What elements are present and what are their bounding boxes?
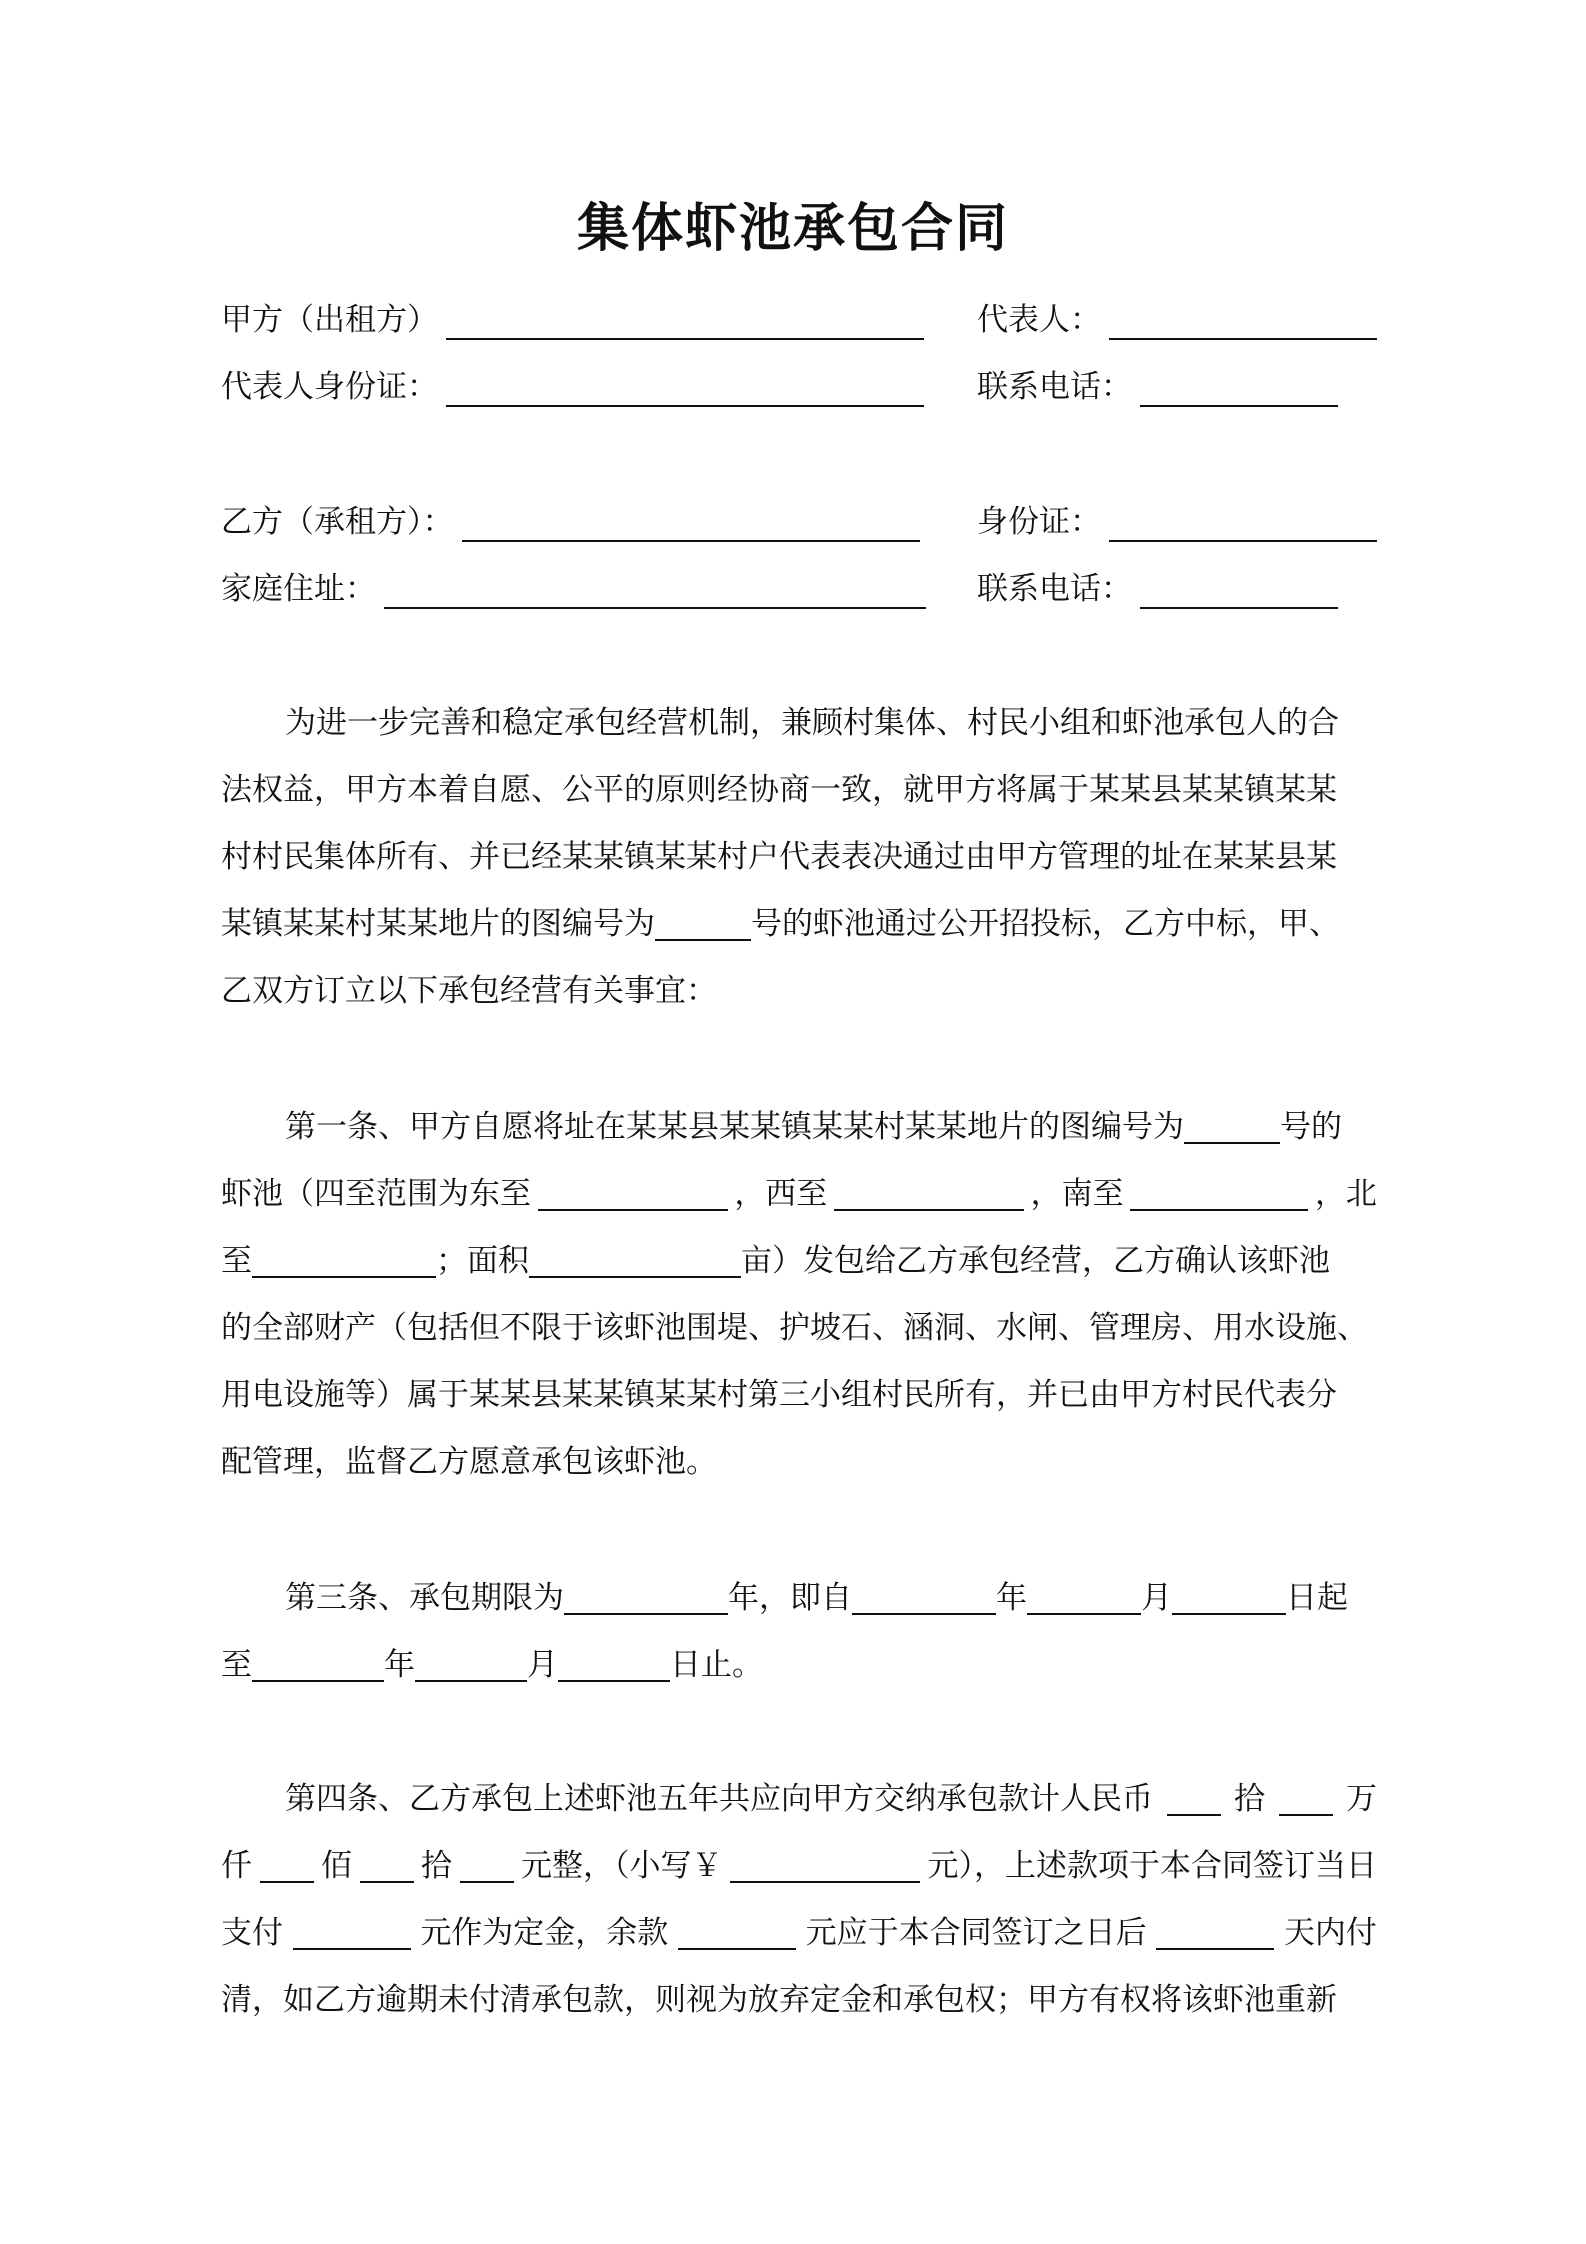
party-b-phone-blank[interactable] — [1140, 571, 1338, 609]
article-1-north-label: ，北 — [1314, 1176, 1377, 1212]
amount-bai-blank[interactable] — [360, 1851, 414, 1883]
article-1-line-1 — [221, 1094, 1377, 1161]
article-1-line-6: 配管理，监督乙方愿意承包该虾池。 — [221, 1444, 717, 1480]
article-1-line-4: 的全部财产（包括但不限于该虾池围堤、护坡石、涵洞、水闸、管理房、用水设施、 — [221, 1310, 1368, 1346]
party-a-rep-id-label: 代表人身份证： — [221, 369, 438, 405]
article-1-west-label: ，西至 — [734, 1176, 828, 1212]
party-b-id-field — [977, 502, 1377, 542]
article-1-line-3 — [221, 1228, 1377, 1295]
days-blank[interactable] — [1156, 1918, 1274, 1950]
party-a-rep-field — [977, 300, 1377, 340]
intro-line-2: 法权益，甲方本着自愿、公平的原则经协商一致，就甲方将属于某某县某某镇某某 — [221, 772, 1337, 808]
intro-line-5: 乙双方订立以下承包经营有关事宜： — [221, 973, 717, 1009]
article-4-days-text: 天内付 — [1283, 1915, 1377, 1951]
party-b-address-field — [221, 569, 926, 609]
east-boundary-blank[interactable] — [538, 1179, 728, 1211]
article-1-north-to: 至 — [221, 1243, 252, 1279]
party-b-id-blank[interactable] — [1109, 504, 1377, 542]
intro-line-1: 为进一步完善和稳定承包经营机制，兼顾村集体、村民小组和虾池承包人的合 — [285, 705, 1339, 741]
article-1-text-a: 第一条、甲方自愿将址在某某县某某镇某某村某某地片的图编号为 — [285, 1109, 1184, 1145]
party-b-phone-field — [977, 569, 1338, 609]
article-3-day-start: 日起 — [1286, 1580, 1348, 1616]
article-4-line-1 — [221, 1766, 1377, 1833]
party-a-rep-label: 代表人： — [977, 302, 1101, 338]
deposit-blank[interactable] — [293, 1918, 411, 1950]
article-3-line-2 — [221, 1632, 1377, 1699]
article-3-text-b: 年，即自 — [728, 1580, 852, 1616]
article-3-day-end: 日止。 — [670, 1647, 763, 1683]
amount-figures-blank[interactable] — [730, 1851, 920, 1883]
party-a-lessor-field — [221, 300, 924, 340]
intro-line-4 — [221, 891, 1377, 958]
article-4-yuan-zheng: 元整，（小写￥ — [521, 1848, 723, 1884]
article-3-month-2: 月 — [527, 1647, 558, 1683]
party-b-id-label: 身份证： — [977, 504, 1101, 540]
article-1-line-2 — [221, 1161, 1377, 1228]
article-3-text-a: 第三条、承包期限为 — [285, 1580, 564, 1616]
article-1-east-label: 虾池（四至范围为东至 — [221, 1176, 531, 1212]
article-1-text-b: 号的 — [1280, 1109, 1342, 1145]
article-3-month-1: 月 — [1141, 1580, 1172, 1616]
article-4-balance-text: 元应于本合同签订之日后 — [805, 1915, 1147, 1951]
party-a-phone-label: 联系电话： — [977, 369, 1132, 405]
article-4-deposit-text: 元作为定金，余款 — [420, 1915, 669, 1951]
intro-line-4-text-a: 某镇某某村某某地片的图编号为 — [221, 906, 655, 942]
party-a-rep-blank[interactable] — [1109, 302, 1377, 340]
party-b-address-blank[interactable] — [384, 571, 926, 609]
party-a-lessor-blank[interactable] — [446, 302, 924, 340]
article-4-line-4: 清，如乙方逾期未付清承包款，则视为放弃定金和承包权；甲方有权将该虾池重新 — [221, 1982, 1337, 2018]
article-3-line-1 — [221, 1565, 1377, 1632]
article-4-line-2 — [221, 1833, 1377, 1900]
amount-wan-blank[interactable] — [1279, 1784, 1333, 1816]
article-4-text-b: 元），上述款项于本合同签订当日 — [927, 1848, 1377, 1884]
north-boundary-blank[interactable] — [252, 1246, 436, 1278]
article-3-year-2: 年 — [384, 1647, 415, 1683]
area-blank[interactable] — [529, 1246, 741, 1278]
article-3 — [221, 1565, 1377, 1699]
party-b-lessee-label: 乙方（承租方）： — [221, 504, 454, 540]
party-a-rep-id-blank[interactable] — [446, 369, 924, 407]
article-1 — [221, 1094, 1377, 1496]
party-b-lessee-blank[interactable] — [462, 504, 920, 542]
article-3-year-1: 年 — [996, 1580, 1027, 1616]
party-a-rep-id-field — [221, 367, 924, 407]
article-4-pay-label: 支付 — [221, 1915, 283, 1951]
map-number-blank[interactable] — [655, 909, 751, 941]
end-year-blank[interactable] — [252, 1650, 384, 1682]
party-a-lessor-label: 甲方（出租方） — [221, 302, 438, 338]
amount-shi-wan-blank[interactable] — [1167, 1784, 1221, 1816]
article-4-text-a: 第四条、乙方承包上述虾池五年共应向甲方交纳承包款计人民币 — [285, 1781, 1153, 1817]
article-4-shi-2: 拾 — [421, 1848, 452, 1884]
article-3-to: 至 — [221, 1647, 252, 1683]
article-1-text-c: 亩）发包给乙方承包经营，乙方确认该虾池 — [741, 1243, 1330, 1279]
article-4-wan: 万 — [1346, 1781, 1377, 1817]
article-4 — [221, 1766, 1377, 2034]
article-4-line-3 — [221, 1900, 1377, 1967]
party-b-address-label: 家庭住址： — [221, 571, 376, 607]
west-boundary-blank[interactable] — [834, 1179, 1024, 1211]
document-title: 集体虾池承包合同 — [576, 199, 1009, 259]
article-1-line-5: 用电设施等）属于某某县某某镇某某村第三小组村民所有，并已由甲方村民代表分 — [221, 1377, 1337, 1413]
end-day-blank[interactable] — [558, 1650, 670, 1682]
article-4-shi-1: 拾 — [1234, 1781, 1265, 1817]
article-4-qian: 仟 — [221, 1848, 252, 1884]
term-years-blank[interactable] — [564, 1583, 728, 1615]
end-month-blank[interactable] — [415, 1650, 527, 1682]
intro-line-4-text-b: 号的虾池通过公开招投标，乙方中标，甲、 — [751, 906, 1340, 942]
article-1-south-label: ，南至 — [1030, 1176, 1124, 1212]
article-4-bai: 佰 — [321, 1848, 352, 1884]
article-1-area-label: ；面积 — [436, 1243, 529, 1279]
start-month-blank[interactable] — [1027, 1583, 1141, 1615]
party-b-phone-label: 联系电话： — [977, 571, 1132, 607]
article-1-map-number-blank[interactable] — [1184, 1112, 1280, 1144]
start-year-blank[interactable] — [852, 1583, 996, 1615]
intro-paragraph — [221, 690, 1377, 1025]
start-day-blank[interactable] — [1172, 1583, 1286, 1615]
balance-blank[interactable] — [678, 1918, 796, 1950]
party-a-phone-field — [977, 367, 1338, 407]
amount-shi-blank[interactable] — [460, 1851, 514, 1883]
intro-line-3: 村村民集体所有、并已经某某镇某某村户代表表决通过由甲方管理的址在某某县某 — [221, 839, 1337, 875]
party-a-phone-blank[interactable] — [1140, 369, 1338, 407]
south-boundary-blank[interactable] — [1130, 1179, 1308, 1211]
party-b-lessee-field — [221, 502, 920, 542]
amount-qian-blank[interactable] — [260, 1851, 314, 1883]
